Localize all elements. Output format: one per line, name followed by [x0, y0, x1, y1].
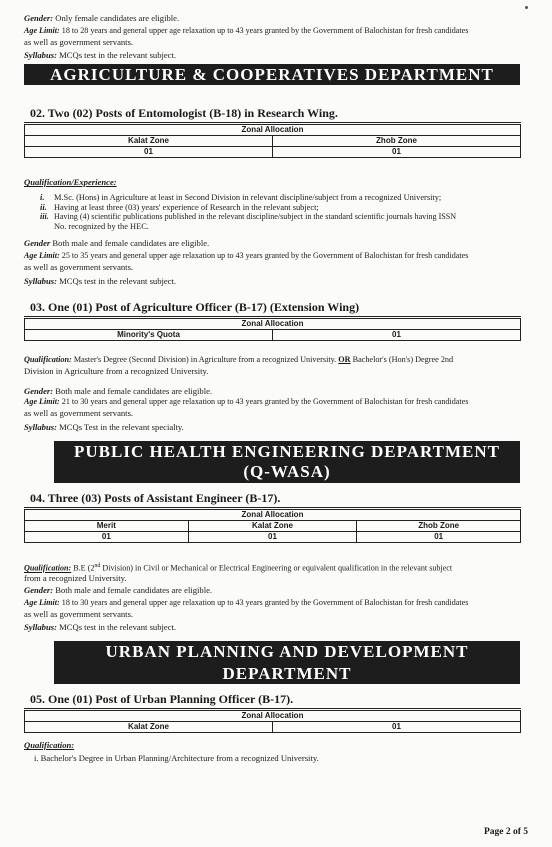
zhob-zone-value: 01	[273, 147, 521, 158]
post-03-qualification-line	[24, 355, 453, 365]
age-label: Age Limit:	[24, 26, 60, 35]
post-02-qualification-heading: Qualification/Experience:	[24, 177, 117, 187]
zonal-allocation-header: Zonal Allocation	[25, 711, 521, 722]
zonal-allocation-header: Zonal Allocation	[25, 125, 521, 136]
banner-line-2: DEPARTMENT	[222, 664, 352, 683]
age-label: Age Limit:	[24, 397, 60, 406]
post-04-rule	[24, 507, 521, 508]
post-03-rule	[24, 316, 521, 317]
post-03-age-line	[24, 397, 468, 407]
post-04-allocation-table	[24, 509, 521, 543]
age-text: 21 to 30 years and general upper age relaxation up to 43 years granted by the Government of Balochistan for fresh candidates	[61, 397, 469, 406]
agriculture-department-banner: AGRICULTURE & COOPERATIVES DEPARTMENT	[24, 64, 520, 85]
syllabus-label: Syllabus:	[24, 622, 57, 632]
qualification-text-rest: Division) in Civil or Mechanical or Electrical Engineering or equivalent qualification in the relevant subject	[100, 563, 453, 573]
post-05-title: 05. One (01) Post of Urban Planning Officer (B-17).	[30, 692, 294, 706]
banner-line-1: URBAN PLANNING AND DEVELOPMENT	[105, 642, 469, 661]
top-age-line	[24, 26, 468, 36]
phe-department-banner	[54, 441, 520, 483]
banner-line-2: (Q-WASA)	[243, 462, 331, 481]
top-gender-line	[24, 13, 179, 23]
list-item: i. M.Sc. (Hons) in Agriculture at least in Second Division in relevant discipline/subject from a recognized University;	[40, 193, 442, 202]
post-03-qualification-line-2	[24, 366, 208, 376]
qualification-text-cont: from a recognized University.	[24, 573, 127, 583]
kalat-zone-header: Kalat Zone	[25, 136, 273, 147]
merit-value: 01	[25, 532, 189, 543]
post-03-age-line-2	[24, 408, 133, 418]
age-text-cont: as well as government servants.	[24, 609, 134, 619]
qualification-text-cont: Division in Agriculture from a recognized University.	[24, 366, 209, 376]
zhob-zone-header: Zhob Zone	[273, 136, 521, 147]
post-03-title: 03. One (01) Post of Agriculture Officer (B-17) (Extension Wing)	[30, 300, 360, 314]
post-05-qualification-heading: Qualification:	[24, 740, 75, 750]
gender-text: Only female candidates are eligible.	[55, 13, 180, 23]
post-03-allocation-table	[24, 318, 521, 341]
post-04-age-line	[24, 598, 468, 608]
list-item-continued: No. recognized by the HEC.	[54, 221, 149, 231]
gender-text: Both male and female candidates are eligible.	[52, 238, 210, 248]
qualification-text-alt: Bachelor's (Hon's) Degree 2nd	[352, 355, 454, 364]
kalat-zone-label: Kalat Zone	[25, 722, 273, 733]
post-05-allocation-table	[24, 710, 521, 733]
post-04-qualification-line-2	[24, 573, 127, 583]
zhob-zone-value: 01	[357, 532, 521, 543]
age-label: Age Limit:	[24, 598, 60, 607]
syllabus-text: MCQs test in the relevant subject.	[59, 622, 177, 632]
zhob-zone-header: Zhob Zone	[357, 521, 521, 532]
post-04-qualification-line	[24, 561, 452, 574]
syllabus-text: MCQs Test in the relevant specialty.	[59, 422, 184, 432]
kalat-zone-value: 01	[188, 532, 357, 543]
gender-label: Gender:	[24, 585, 54, 595]
post-02-allocation-table	[24, 124, 521, 158]
page-number: Page 2 of 5	[483, 827, 528, 837]
qualification-label: Qualification:	[24, 563, 72, 573]
post-02-gender-line	[24, 238, 209, 248]
qualification-text: Master's Degree (Second Division) in Agriculture from a recognized University.	[73, 355, 337, 364]
gender-label: Gender:	[24, 386, 54, 396]
kalat-zone-header: Kalat Zone	[188, 521, 357, 532]
kalat-zone-value: 01	[273, 722, 521, 733]
post-02-title: 02. Two (02) Posts of Entomologist (B-18) in Research Wing.	[30, 106, 338, 120]
top-age-line-2	[24, 37, 133, 47]
age-text: 18 to 30 years and general upper age relaxation up to 43 years granted by the Government of Balochistan for fresh candidates	[61, 598, 469, 607]
age-text-cont: as well as government servants.	[24, 408, 134, 418]
syllabus-text: MCQs test in the relevant subject.	[59, 276, 177, 286]
zonal-allocation-header: Zonal Allocation	[25, 319, 521, 330]
gender-text: Both male and female candidates are eligible.	[55, 585, 213, 595]
ordinal-suffix: nd	[94, 563, 101, 569]
post-03-syllabus-line	[24, 422, 184, 432]
zonal-allocation-header: Zonal Allocation	[25, 510, 521, 521]
syllabus-label: Syllabus:	[24, 422, 57, 432]
post-02-age-line-2	[24, 262, 133, 272]
post-04-title: 04. Three (03) Posts of Assistant Engineer (B-17).	[30, 491, 281, 505]
top-syllabus-line	[24, 50, 176, 60]
post-02-rule	[24, 122, 521, 123]
scan-speck	[525, 6, 528, 9]
list-item: iii. Having (4) scientific publications published in the relevant discipline/subject in the standard scientific journals having ISSN	[40, 212, 457, 221]
qualification-label: Qualification:	[24, 355, 72, 364]
age-text-cont: as well as government servants.	[24, 262, 134, 272]
post-04-age-line-2	[24, 609, 133, 619]
post-02-age-line	[24, 251, 468, 261]
post-02-syllabus-line	[24, 276, 176, 286]
post-05-rule	[24, 708, 521, 709]
gender-label: Gender:	[24, 13, 54, 23]
minority-quota-value: 01	[273, 330, 521, 341]
gender-label: Gender	[24, 238, 51, 248]
urban-planning-department-banner	[54, 641, 520, 684]
syllabus-text: MCQs test in the relevant subject.	[59, 50, 177, 60]
qualification-text: B.E (2	[73, 563, 95, 573]
age-text: 18 to 28 years and general upper age relaxation up to 43 years granted by the Government of Balochistan for fresh candidates	[61, 26, 469, 35]
merit-header: Merit	[25, 521, 189, 532]
post-05-qualification-item: i. Bachelor's Degree in Urban Planning/Architecture from a recognized University.	[34, 753, 319, 763]
minority-quota-label: Minority's Quota	[25, 330, 273, 341]
gender-text: Both male and female candidates are eligible.	[55, 386, 213, 396]
syllabus-label: Syllabus:	[24, 50, 57, 60]
age-label: Age Limit:	[24, 251, 60, 260]
kalat-zone-value: 01	[25, 147, 273, 158]
age-text-cont: as well as government servants.	[24, 37, 134, 47]
banner-line-1: PUBLIC HEALTH ENGINEERING DEPARTMENT	[74, 442, 500, 461]
syllabus-label: Syllabus:	[24, 276, 57, 286]
or-text: OR	[338, 355, 351, 364]
post-04-syllabus-line	[24, 622, 176, 632]
post-04-gender-line	[24, 585, 212, 595]
age-text: 25 to 35 years and general upper age relaxation up to 43 years granted by the Government of Balochistan for fresh candidates	[61, 251, 469, 260]
list-item: ii. Having at least three (03) years' experience of Research in the relevant subject;	[40, 202, 319, 212]
post-03-gender-line	[24, 386, 212, 396]
post-02-qualification-list	[40, 193, 456, 231]
